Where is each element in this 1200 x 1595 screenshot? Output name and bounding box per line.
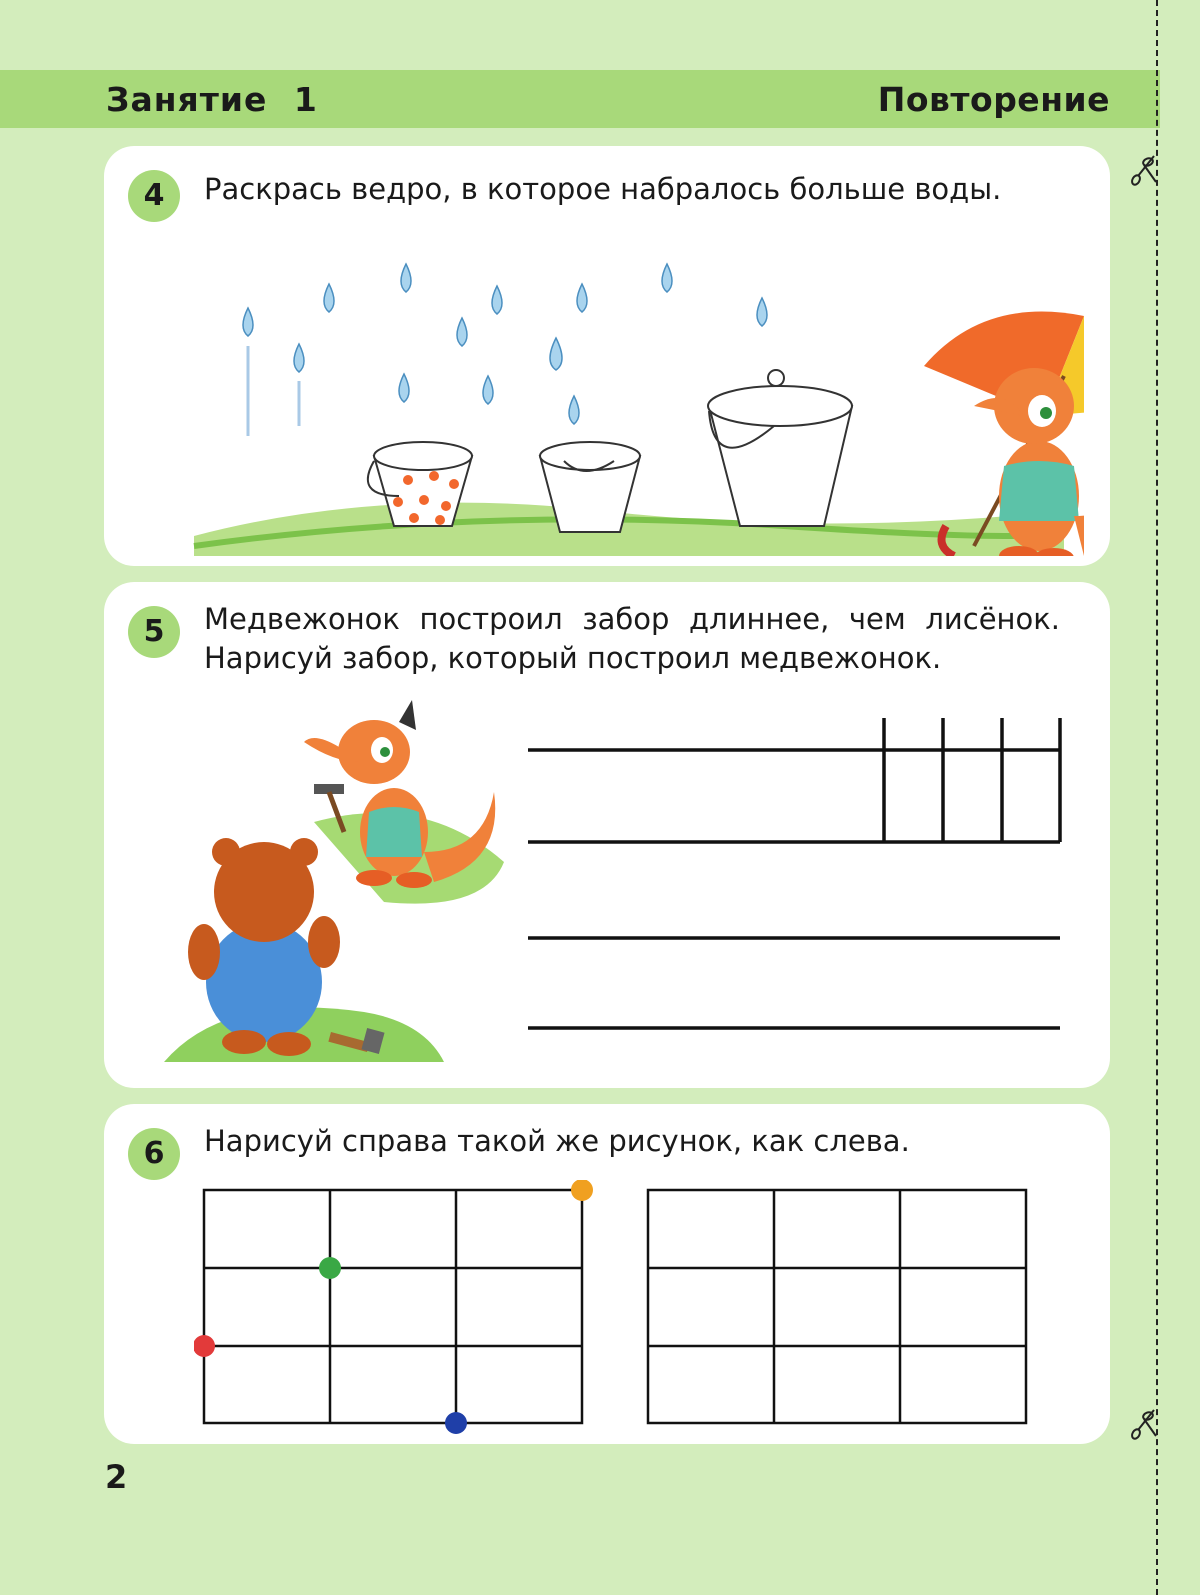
page-number: 2 [105,1458,128,1496]
task-number-badge: 4 [128,170,180,222]
cut-line [1156,0,1158,1595]
task-6-card [104,1104,1110,1444]
task-number-badge: 6 [128,1128,180,1180]
lesson-title: Занятие 1 [106,80,318,119]
scissors-icon [1124,1406,1160,1442]
scissors-icon [1124,152,1160,188]
sample-grid [194,1180,594,1440]
blue-dot [445,1412,467,1434]
red-dot [194,1335,215,1357]
task-text: Нарисуй справа такой же рисунок, как слева. [204,1124,910,1158]
task-5-card [104,582,1110,1088]
green-dot [319,1257,341,1279]
task-text: Раскрась ведро, в которое набралось больше воды. [204,172,1002,206]
fox-and-bear-illustration [164,692,564,1082]
fence-lines [524,712,1074,1042]
section-title: Повторение [877,80,1110,119]
empty-grid [638,1180,1038,1440]
orange-dot [571,1180,593,1201]
task-4-card [104,146,1110,566]
buckets-illustration [184,256,1084,556]
task-text: Медвежонок построил забор длиннее, чем лисёнок. Нарисуй забор, который построил медвежонок. [204,602,1060,675]
task-number-badge: 5 [128,606,180,658]
